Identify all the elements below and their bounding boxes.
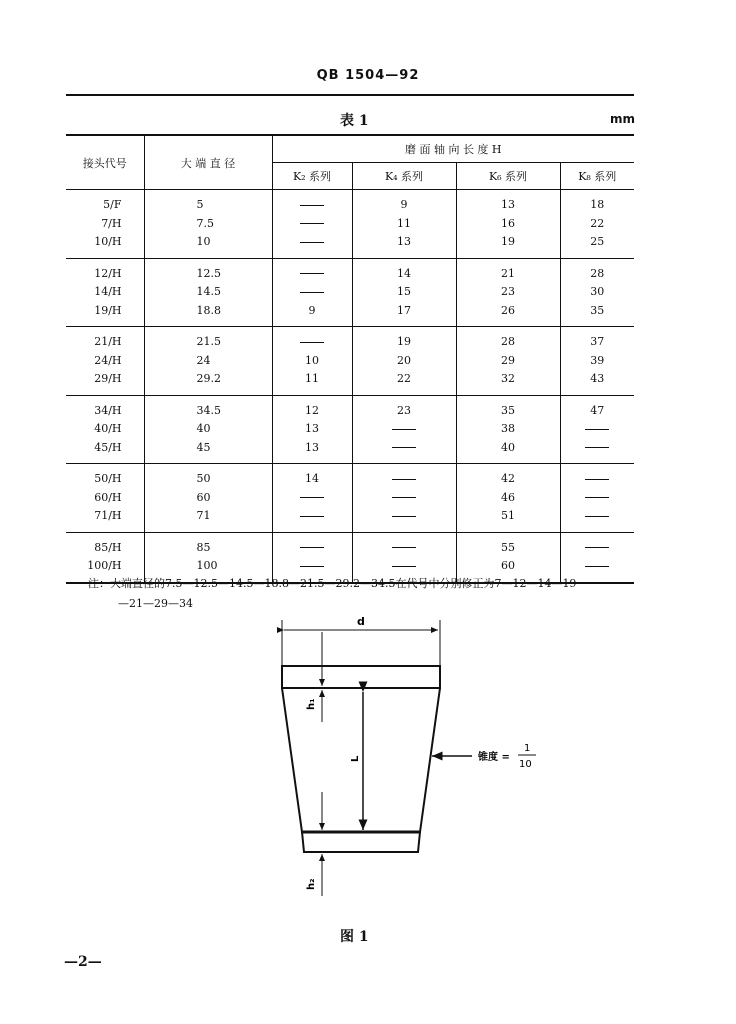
table-cell: 100 [144,557,272,583]
table-cell [560,464,634,489]
table-cell: 7/H [101,216,122,230]
table-cell [272,215,352,234]
table-cell: 37 [560,327,634,352]
table-cell: 11 [352,215,456,234]
table-cell: 10/H [66,233,144,258]
table-cell: 60/H [94,490,122,504]
table-cell: 40/H [94,422,122,435]
note-line-1: 注：大端直径的7.5—12.5—14.5—18.8—21.5—29.2—34.5在代号中分别修正为7—12—14—19 [88,577,577,590]
table-cell: 11 [272,370,352,395]
table-cell [352,439,456,464]
table-cell: 60 [144,489,272,508]
table-cell [352,489,456,508]
table-row [66,370,634,395]
table-cell: 13 [272,420,352,439]
table-cell [272,233,352,258]
top-band [282,666,440,688]
table-cell: 60 [456,557,560,583]
table-cell: 46 [456,489,560,508]
table-cell [272,190,352,215]
table-cell: 17 [352,302,456,327]
table-cell: 22 [352,370,456,395]
header-k4: K₄ 系列 [352,163,456,190]
table-cell: 34/H [94,403,122,417]
table-cell: 10 [144,233,272,258]
table-cell: 35 [456,395,560,420]
figure-caption: 图 1 [340,929,369,945]
dash-mark [300,292,324,293]
dash-mark [392,447,416,448]
header-code: 接头代号 [66,135,144,190]
note-line-2: —21—29—34 [118,597,193,610]
data-table [66,134,634,584]
table-cell [272,507,352,532]
dash-mark [392,429,416,430]
table-cell: 5 [144,190,272,215]
table-row [66,352,634,371]
table-cell: 40 [456,439,560,464]
table-cell [352,420,456,439]
table-cell: 55 [456,532,560,557]
table-row [66,215,634,234]
dash-mark [392,479,416,480]
table-cell: 29/H [66,370,144,395]
document-header: QB 1504—92 [316,68,420,83]
table-cell [272,283,352,302]
table-cell: 45/H [66,439,144,464]
dash-mark [585,566,609,567]
bottom-band [302,832,420,852]
table-cell: 29.2 [144,370,272,395]
dash-mark [585,497,609,498]
table-cell: 26 [456,302,560,327]
label-h2: h₂ [306,878,317,890]
header-length-group: 磨 面 轴 向 长 度 H [272,135,634,163]
dash-mark [300,547,324,548]
table-cell: 30 [560,283,634,302]
table-cell: 23 [352,395,456,420]
dash-mark [392,516,416,517]
table-cell: 21/H [94,335,122,348]
table-unit: mm [610,112,636,126]
table-cell: 7.5 [144,215,272,234]
table-row [66,439,634,464]
table-cell: 22 [560,215,634,234]
header-diameter: 大 端 直 径 [144,135,272,190]
table-cell: 12/H [94,266,122,280]
table-cell: 38 [456,420,560,439]
table-cell: 5/F [103,198,122,211]
dash-mark [392,547,416,548]
table-row [66,420,634,439]
table-cell [352,532,456,557]
dash-mark [585,429,609,430]
dash-mark [300,497,324,498]
table-cell [352,464,456,489]
table-cell: 19 [456,233,560,258]
table-cell: 23 [456,283,560,302]
table-cell [352,507,456,532]
table-cell [560,439,634,464]
table-cell: 10 [272,352,352,371]
dash-mark [300,205,324,206]
table-cell [272,532,352,557]
table-row [66,302,634,327]
table-cell: 20 [352,352,456,371]
table-cell: 28 [560,258,634,283]
table-cell: 51 [456,507,560,532]
table-cell: 29 [456,352,560,371]
table-cell: 19 [352,327,456,352]
taper-denominator: 10 [519,759,532,770]
table-caption: 表 1 [340,113,369,129]
table-cell: 19/H [66,302,144,327]
table-cell: 13 [352,233,456,258]
table-row [66,464,634,489]
dash-mark [300,273,324,274]
dash-mark [585,547,609,548]
table-cell: 100/H [66,557,144,583]
table-cell: 24/H [94,353,122,367]
table-cell: 28 [456,327,560,352]
header-k2: K₂ 系列 [272,163,352,190]
table-cell: 14 [352,258,456,283]
label-h1: h₁ [306,698,317,710]
dash-mark [392,497,416,498]
table-cell: 12.5 [144,258,272,283]
table-cell: 50 [144,464,272,489]
table-cell: 14 [272,464,352,489]
dash-mark [392,566,416,567]
table-cell: 9 [352,190,456,215]
table-cell: 15 [352,283,456,302]
table-cell: 45 [144,439,272,464]
table-cell: 16 [456,215,560,234]
label-d: d [357,615,365,628]
table-cell: 13 [272,439,352,464]
table-cell [560,489,634,508]
dash-mark [585,516,609,517]
table-row [66,327,634,352]
table-cell: 21 [456,258,560,283]
table-cell: 18 [560,190,634,215]
table-cell: 12 [272,395,352,420]
table-cell: 35 [560,302,634,327]
table-cell [272,489,352,508]
table-row [66,258,634,283]
dash-mark [300,342,324,343]
table-cell: 43 [560,370,634,395]
taper-numerator: 1 [524,743,531,754]
table-cell: 71 [144,507,272,532]
table-cell: 50/H [94,472,122,485]
table-cell: 42 [456,464,560,489]
dash-mark [300,566,324,567]
table-cell: 47 [560,395,634,420]
table-cell [560,532,634,557]
table-note [88,574,648,614]
table-cell: 9 [272,302,352,327]
table-cell: 13 [456,190,560,215]
dash-mark [585,447,609,448]
dash-mark [300,242,324,243]
table-cell: 32 [456,370,560,395]
header-k6: K₆ 系列 [456,163,560,190]
table-cell [272,327,352,352]
table-row [66,507,634,532]
table-row [66,233,634,258]
table-cell: 71/H [66,507,144,532]
table-row [66,532,634,557]
table-cell: 25 [560,233,634,258]
table-cell: 21.5 [144,327,272,352]
table-cell: 34.5 [144,395,272,420]
table-cell: 14/H [94,285,122,298]
header-k8: K₈ 系列 [560,163,634,190]
header-rule [66,94,634,96]
dash-mark [300,516,324,517]
table-row [66,395,634,420]
table-row [66,190,634,215]
table-cell: 85/H [94,540,122,554]
table-cell: 14.5 [144,283,272,302]
table-cell: 39 [560,352,634,371]
table-row [66,283,634,302]
table-cell [560,420,634,439]
table-cell: 18.8 [144,302,272,327]
taper-label: 锥度 = [478,752,510,763]
table-cell: 40 [144,420,272,439]
dash-mark [300,223,324,224]
table-cell [272,258,352,283]
dash-mark [585,479,609,480]
taper-diagram [260,612,560,912]
page-number: —2— [64,954,102,970]
table-row [66,489,634,508]
table-cell: 85 [144,532,272,557]
table-cell [560,507,634,532]
label-L: L [350,755,361,762]
table-cell: 24 [144,352,272,371]
